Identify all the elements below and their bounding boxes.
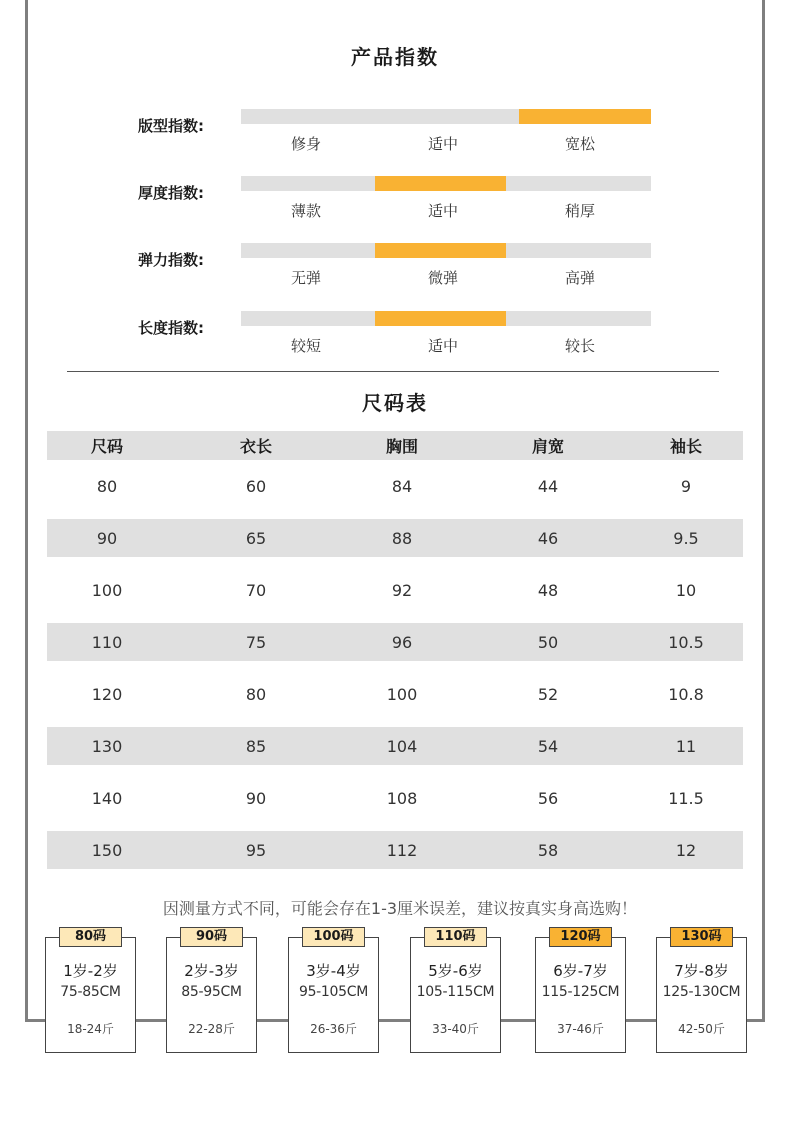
size-card-age: 2岁-3岁 (184, 962, 239, 980)
table-cell: 80 (96, 476, 118, 496)
size-table (47, 431, 743, 876)
index-option: 无弹 (290, 269, 321, 287)
index-option: 薄款 (290, 202, 321, 220)
size-card (410, 929, 501, 1053)
size-card-tag: 120码 (549, 927, 612, 947)
table-cell: 58 (537, 840, 559, 860)
index-option: 适中 (427, 135, 458, 153)
size-card (45, 929, 136, 1053)
index-row-label: 版型指数: (138, 117, 204, 135)
table-cell: 100 (91, 580, 123, 600)
table-cell: 75 (245, 632, 267, 652)
index-track (241, 109, 651, 124)
table-cell: 48 (537, 580, 559, 600)
table-row (47, 727, 743, 765)
table-cell: 90 (245, 788, 267, 808)
size-card-height: 125-130CM (662, 984, 741, 1000)
size-table-header (47, 431, 743, 460)
table-cell: 9 (680, 476, 692, 496)
index-option: 微弹 (427, 269, 458, 287)
table-cell: 70 (245, 580, 267, 600)
size-card-weight: 22-28斤 (188, 1022, 235, 1036)
header-shoulder: 肩宽 (531, 437, 564, 456)
index-option: 高弹 (564, 269, 595, 287)
size-card-tag: 100码 (302, 927, 365, 947)
table-cell: 100 (386, 684, 418, 704)
table-cell: 10.8 (668, 684, 704, 704)
index-row-label: 长度指数: (138, 319, 204, 337)
size-card-weight: 33-40斤 (432, 1022, 479, 1036)
table-cell: 96 (391, 632, 413, 652)
table-cell: 80 (245, 684, 267, 704)
index-track (241, 311, 651, 326)
table-cell: 9.5 (673, 528, 699, 548)
table-row (47, 623, 743, 661)
size-card-height: 95-105CM (298, 984, 369, 1000)
size-card (288, 929, 379, 1053)
header-chest: 胸围 (385, 437, 418, 456)
size-table-title: 尺码表 (362, 391, 428, 415)
table-row (47, 668, 743, 720)
size-card (166, 929, 257, 1053)
table-cell: 108 (386, 788, 418, 808)
index-selected-segment (375, 176, 506, 191)
size-card-age: 6岁-7岁 (553, 962, 608, 980)
size-card-age: 1岁-2岁 (63, 962, 118, 980)
index-option: 适中 (427, 337, 458, 355)
index-track (241, 176, 651, 191)
table-cell: 52 (537, 684, 559, 704)
index-row (0, 311, 790, 371)
table-cell: 10.5 (668, 632, 704, 652)
size-card-tag: 90码 (180, 927, 243, 947)
table-cell: 84 (391, 476, 413, 496)
index-track (241, 243, 651, 258)
index-row (0, 109, 790, 169)
index-option: 稍厚 (564, 202, 595, 220)
index-selected-segment (375, 243, 506, 258)
table-cell: 104 (386, 736, 418, 756)
size-card-weight: 18-24斤 (67, 1022, 114, 1036)
table-cell: 90 (96, 528, 118, 548)
table-row (47, 831, 743, 869)
table-cell: 88 (391, 528, 413, 548)
table-cell: 110 (91, 632, 123, 652)
product-index-title: 产品指数 (351, 45, 439, 69)
size-card (656, 929, 747, 1053)
table-row (47, 772, 743, 824)
size-card-weight: 37-46斤 (557, 1022, 604, 1036)
index-option: 宽松 (564, 135, 595, 153)
size-card-height: 85-95CM (181, 984, 242, 1000)
table-cell: 150 (91, 840, 123, 860)
table-cell: 85 (245, 736, 267, 756)
size-card-height: 105-115CM (416, 984, 495, 1000)
table-cell: 140 (91, 788, 123, 808)
size-card-tag: 80码 (59, 927, 122, 947)
index-selected-segment (375, 311, 506, 326)
index-selected-segment (519, 109, 651, 124)
frame-bottom-border (25, 1019, 765, 1022)
table-cell: 11 (675, 736, 697, 756)
size-card-weight: 42-50斤 (678, 1022, 725, 1036)
table-row (47, 564, 743, 616)
table-cell: 65 (245, 528, 267, 548)
header-length: 衣长 (239, 437, 272, 456)
size-card-height: 115-125CM (541, 984, 620, 1000)
table-cell: 50 (537, 632, 559, 652)
table-cell: 10 (675, 580, 697, 600)
index-option: 较短 (290, 337, 321, 355)
table-cell: 56 (537, 788, 559, 808)
size-card-tag: 110码 (424, 927, 487, 947)
index-row (0, 176, 790, 236)
size-card-height: 75-85CM (60, 984, 121, 1000)
index-row-label: 厚度指数: (138, 184, 204, 202)
header-size: 尺码 (90, 437, 123, 456)
header-sleeve: 袖长 (669, 437, 702, 456)
index-row (0, 243, 790, 303)
size-card-weight: 26-36斤 (310, 1022, 357, 1036)
size-card-age: 5岁-6岁 (428, 962, 483, 980)
table-cell: 11.5 (668, 788, 704, 808)
index-row-label: 弹力指数: (138, 251, 204, 269)
table-cell: 54 (537, 736, 559, 756)
table-cell: 120 (91, 684, 123, 704)
table-cell: 44 (537, 476, 559, 496)
table-row (47, 460, 743, 512)
size-card-age: 7岁-8岁 (674, 962, 729, 980)
index-option: 修身 (290, 135, 321, 153)
measurement-note: 因测量方式不同，可能会存在1-3厘米误差，建议按真实身高选购！ (162, 899, 638, 918)
size-card-age: 3岁-4岁 (306, 962, 361, 980)
section-divider (67, 371, 719, 372)
index-option: 较长 (564, 337, 595, 355)
table-cell: 130 (91, 736, 123, 756)
table-row (47, 519, 743, 557)
table-cell: 92 (391, 580, 413, 600)
table-cell: 12 (675, 840, 697, 860)
index-option: 适中 (427, 202, 458, 220)
table-cell: 46 (537, 528, 559, 548)
size-card (535, 929, 626, 1053)
size-card-tag: 130码 (670, 927, 733, 947)
table-cell: 95 (245, 840, 267, 860)
table-cell: 60 (245, 476, 267, 496)
table-cell: 112 (386, 840, 418, 860)
